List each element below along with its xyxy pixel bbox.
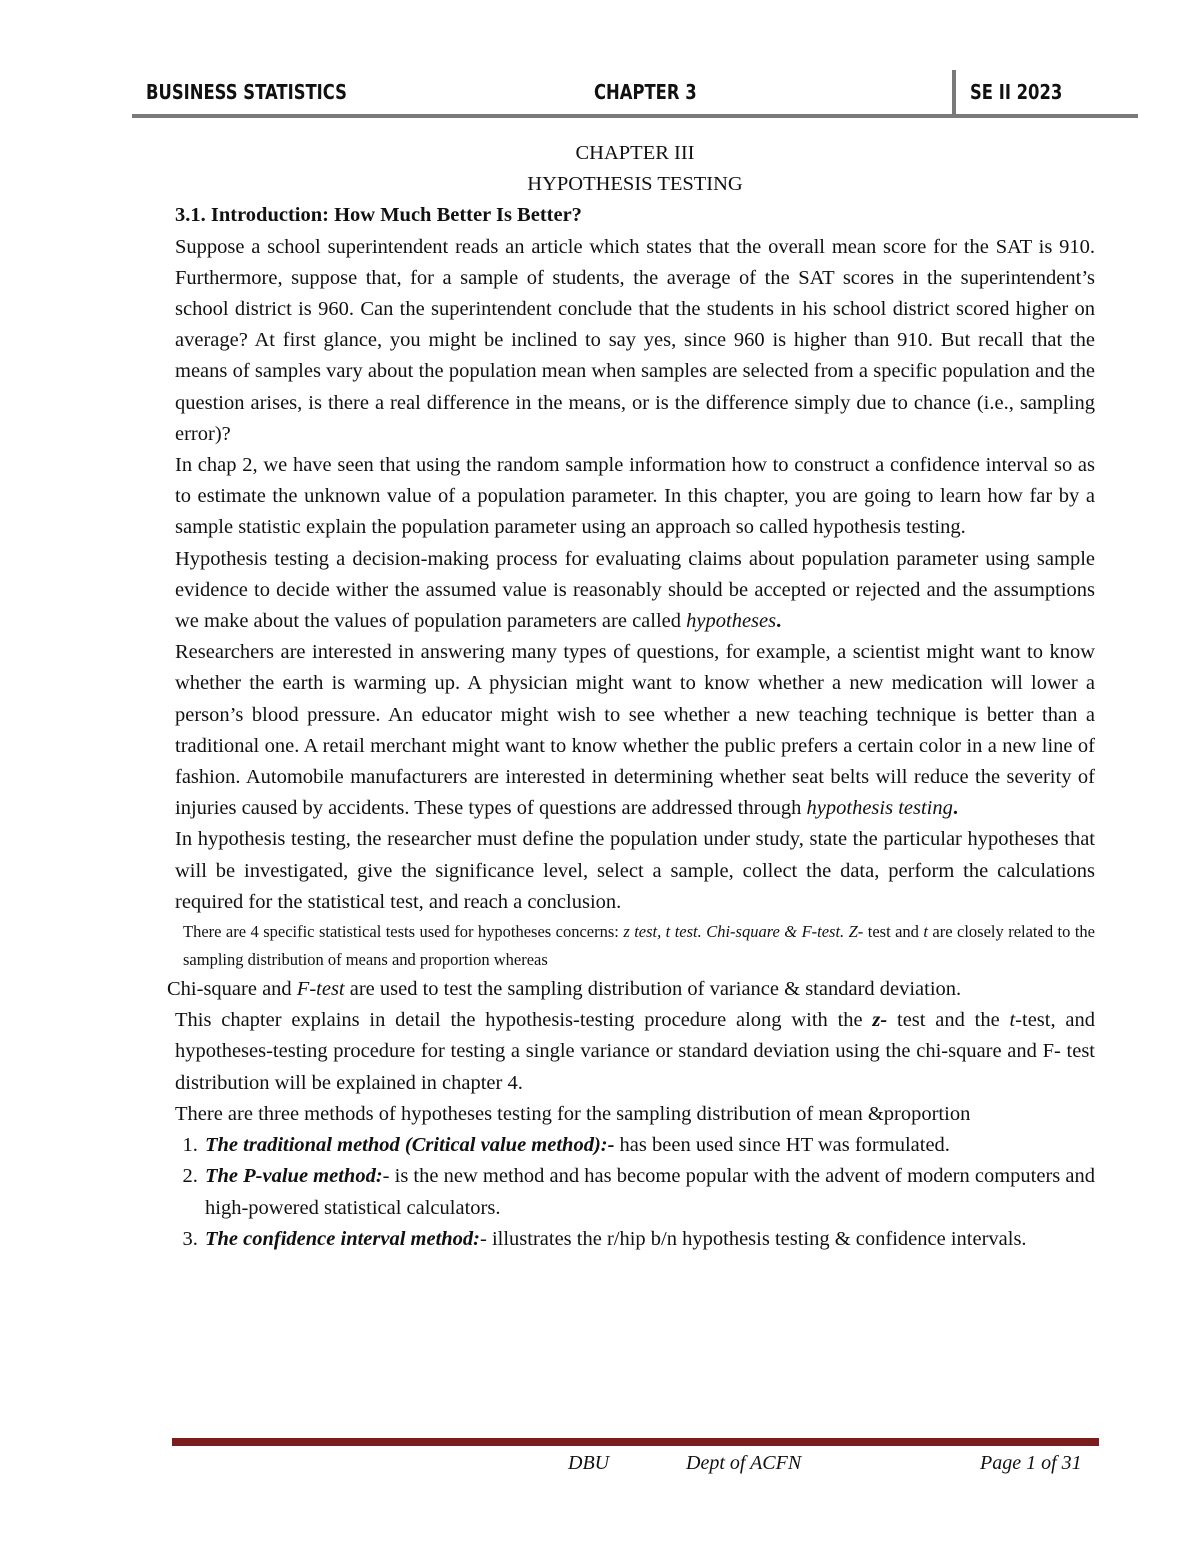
paragraph-examples — [175, 637, 1095, 824]
paragraph-chap2: In chap 2, we have seen that using the random sample information how to construct a confidence interval so as to estimate the unknown value of a population parameter. In this chapter, you are going to learn how far by a sample statistic explain the population parameter using an approach so called hypothesis testing. — [175, 454, 1095, 539]
header-rule — [132, 114, 1138, 118]
header-chapter: CHAPTER 3 — [594, 80, 697, 104]
topic-title: HYPOTHESIS TESTING — [527, 173, 743, 196]
method-label: The confidence interval method: — [205, 1227, 480, 1250]
text-run: This chapter explains in detail the hypothesis-testing procedure along with the — [175, 1009, 873, 1032]
emphasis-z: z- — [872, 1009, 888, 1032]
header-divider — [952, 70, 956, 116]
footer-org: DBU — [568, 1452, 610, 1474]
emphasis-f-test: F-test — [296, 978, 345, 1001]
page-header — [132, 74, 1138, 114]
chapter-title: CHAPTER III — [575, 142, 695, 164]
paragraph-tests — [175, 918, 1095, 974]
text-run: are closely related to the sampling distribution of means and proportion whereas — [183, 922, 1095, 970]
emphasis-hypotheses: hypotheses — [686, 610, 777, 633]
text-run: . — [776, 610, 782, 633]
emphasis-t-test: t- — [1009, 1009, 1022, 1032]
footer-dept: Dept of ACFN — [686, 1452, 802, 1474]
paragraph-methods-intro: There are three methods of hypotheses testing for the sampling distribution of mean &proportion — [175, 1102, 971, 1125]
emphasis-tests: z test, t test. Chi-square & F-test. Z- — [623, 922, 864, 942]
text-run: Researchers are interested in answering many types of questions, for example, a scientist might want to know whether the earth is warming up. A physician might want to know whether a new medication will lower a person’s blood pressure. An educator might wish to see whether a new teaching technique is better than a traditional one. A retail merchant might want to know whether the public prefers a certain color in a new line of fashion. Automobile manufacturers are interested in determining whether seat belts will reduce the severity of injuries caused by accidents. These types of questions are addressed through — [175, 641, 1095, 820]
methods-list — [175, 1130, 1095, 1255]
text-run: are used to test the sampling distribution of variance & standard deviation. — [344, 978, 962, 1001]
paragraph-definition — [175, 544, 1095, 638]
method-text: - is the new method and has become popular with the advent of modern computers and high-powered statistical calculators. — [205, 1165, 1095, 1219]
header-semester: SE II 2023 — [970, 80, 1063, 104]
paragraph-chi-square — [167, 974, 1095, 1005]
emphasis-hypothesis-testing: hypothesis testing — [806, 797, 953, 820]
paragraph-intro: Suppose a school superintendent reads an article which states that the overall mean score for the SAT is 910. Furthermore, suppose that, for a sample of students, the average of the SAT scores in the superintendent’s school district is 960. Can the superintendent conclude that the students in his school district scored higher on average? At first glance, you might be inclined to say yes, since 960 is higher than 910. But recall that the means of samples vary about the population mean when samples are selected from a specific population and the question arises, is there a real difference in the means, or is the difference simply due to chance (i.e., sampling error)? — [175, 235, 1095, 445]
footer-page-number: Page 1 of 31 — [980, 1452, 1082, 1474]
method-label: The P-value method: — [205, 1165, 383, 1188]
list-item — [203, 1130, 1095, 1161]
paragraph-procedure: In hypothesis testing, the researcher must define the population under study, state the particular hypotheses that will be investigated, give the significance level, select a sample, collect the data, perform the calculations required for the statistical test, and reach a conclusion. — [175, 828, 1095, 913]
text-run: test, and hypotheses-testing procedure for testing a single variance or standard deviation using the chi-square and F- test distribution will be explained in chapter 4. — [175, 1009, 1095, 1094]
footer-rule — [172, 1438, 1099, 1446]
list-item — [203, 1161, 1095, 1223]
text-run: There are 4 specific statistical tests used for hypotheses concerns: — [183, 922, 624, 942]
text-run: . — [952, 797, 958, 820]
section-heading: 3.1. Introduction: How Much Better Is Better? — [175, 204, 582, 227]
method-text: has been used since HT was formulated. — [614, 1134, 950, 1157]
method-label: The traditional method (Critical value method):- — [205, 1134, 615, 1157]
text-run: test and — [867, 922, 924, 942]
list-item — [203, 1224, 1095, 1255]
header-course-title: BUSINESS STATISTICS — [146, 80, 347, 104]
page-body — [167, 138, 1095, 1255]
emphasis-t: t — [923, 922, 928, 942]
text-run: Chi-square and — [167, 978, 297, 1001]
method-text: - illustrates the r/hip b/n hypothesis testing & confidence intervals. — [480, 1227, 1027, 1250]
text-run: test and the — [887, 1009, 1010, 1032]
paragraph-chapter-scope — [175, 1005, 1095, 1099]
text-run: Hypothesis testing a decision-making process for evaluating claims about population parameter using sample evidence to decide wither the assumed value is reasonably should be accepted or rejected and the assumptions we make about the values of population parameters are called — [175, 547, 1095, 633]
